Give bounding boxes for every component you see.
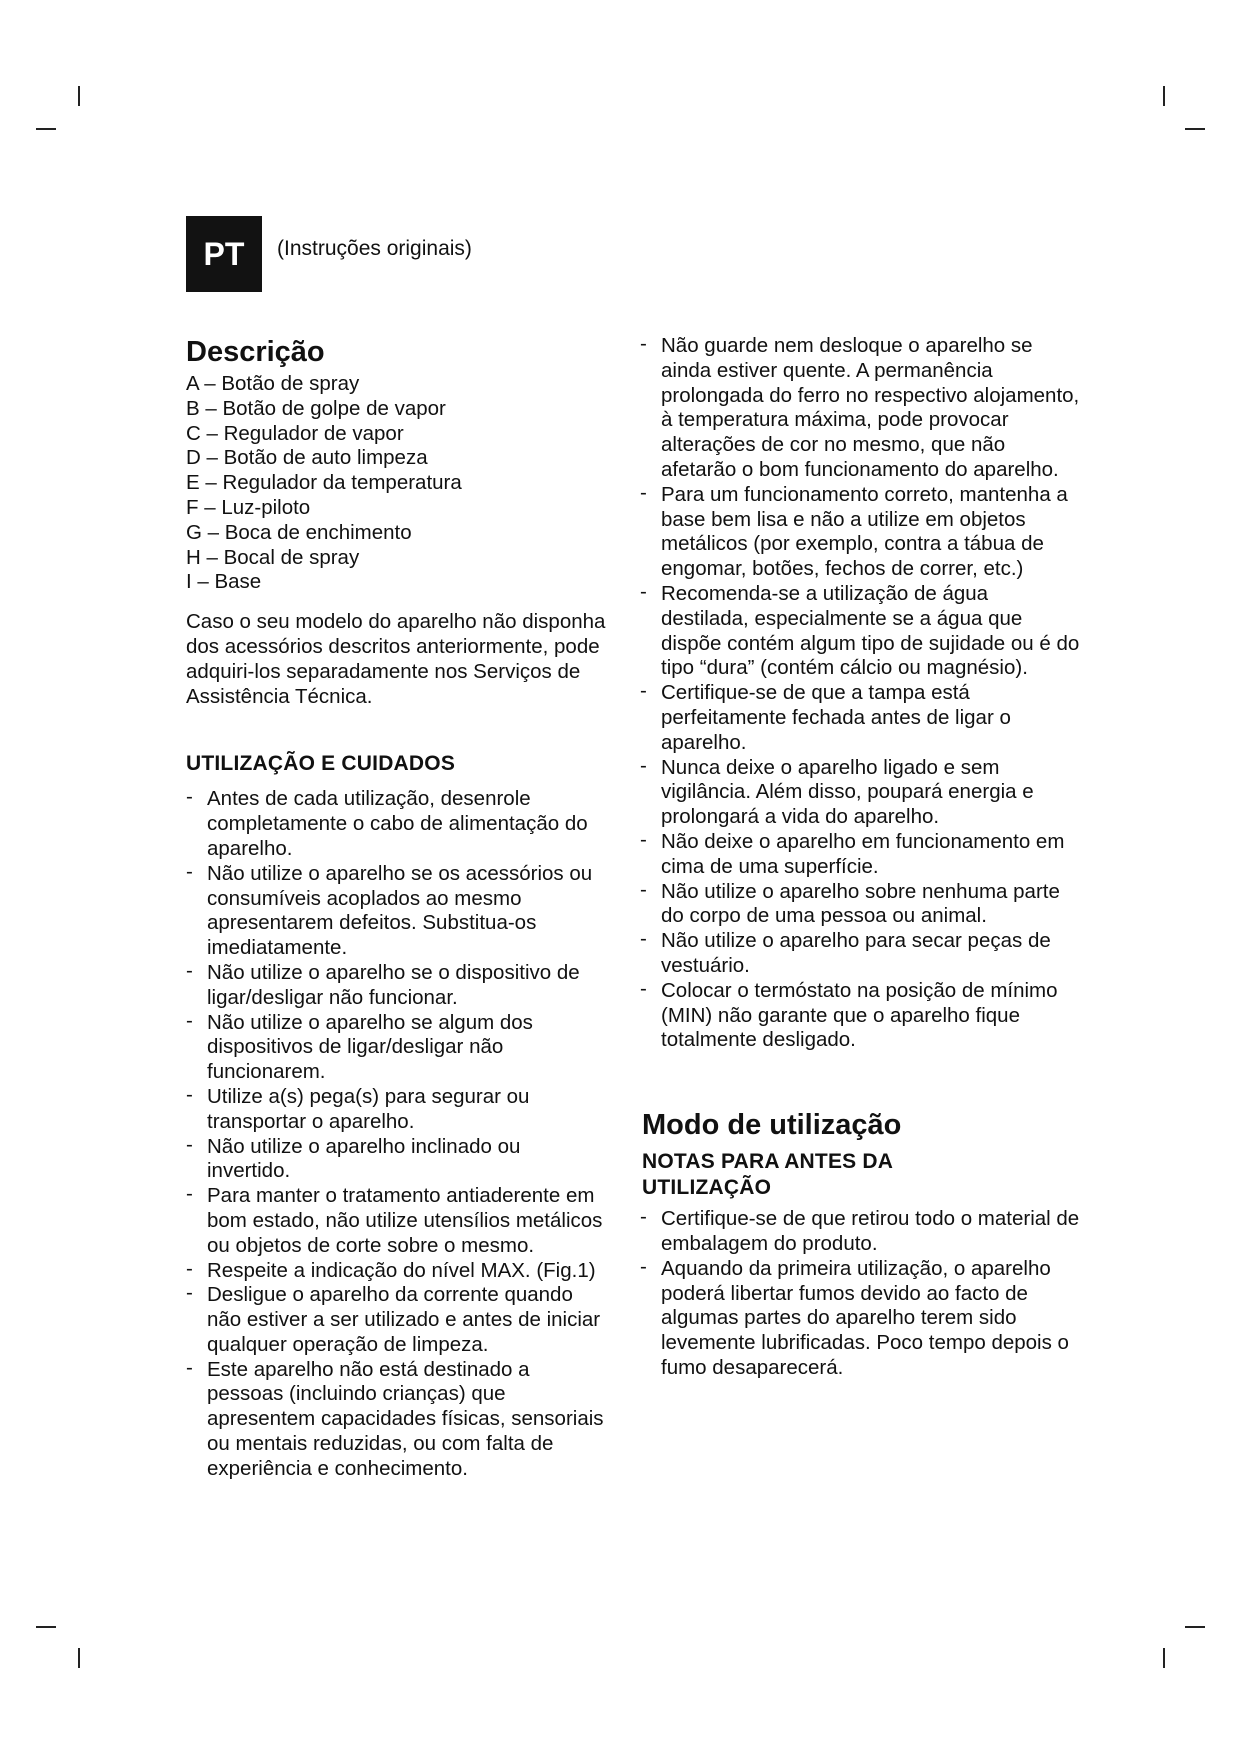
care-item: - Não utilize o aparelho sobre nenhuma parte do corpo de uma pessoa ou animal. — [640, 880, 1080, 930]
care-item: - Não utilize o aparelho se o dispositivo de ligar/desligar não funcionar. — [186, 961, 606, 1011]
descricao-heading: Descrição — [186, 336, 325, 368]
care-item: - Não utilize o aparelho se algum dos dispositivos de ligar/desligar não funcionarem. — [186, 1011, 606, 1085]
crop-mark — [78, 1648, 80, 1668]
care-item: - Utilize a(s) pega(s) para segurar ou transportar o aparelho. — [186, 1085, 606, 1135]
crop-mark — [1163, 86, 1165, 106]
page-subtitle: (Instruções originais) — [277, 237, 472, 260]
crop-mark — [1185, 1626, 1205, 1628]
care-item: - Respeite a indicação do nível MAX. (Fig.1) — [186, 1259, 606, 1284]
modo-subheading — [640, 1149, 1080, 1201]
part-item: C – Regulador de vapor — [186, 421, 404, 445]
modo-subheading-line1: NOTAS PARA ANTES DA — [642, 1150, 894, 1174]
crop-mark — [1185, 128, 1205, 130]
right-column — [640, 334, 1080, 1381]
note-item: - Certifique-se de que retirou todo o material de embalagem do produto. — [640, 1207, 1080, 1257]
part-item: D – Botão de auto limpeza — [186, 446, 428, 470]
accessories-note: Caso o seu modelo do aparelho não disponha dos acessórios descritos anteriormente, pode adquiri-los separadamente nos Serviços de Assistência Técnica. — [186, 610, 606, 708]
part-item: A – Botão de spray — [186, 372, 360, 395]
care-item: - Não guarde nem desloque o aparelho se ainda estiver quente. A permanência prolongada do ferro no respectivo alojamento, à temperatura máxima, pode provocar alterações de cor no mesmo, que não afetarão o bom funcionamento do aparelho. — [640, 334, 1080, 483]
part-item: B – Botão de golpe de vapor — [186, 396, 446, 420]
care-item: - Não utilize o aparelho para secar peças de vestuário. — [640, 929, 1080, 979]
care-list — [186, 787, 606, 1481]
care-item: - Antes de cada utilização, desenrole completamente o cabo de alimentação do aparelho. — [186, 787, 606, 861]
crop-mark — [1163, 1648, 1165, 1668]
note-item: - Aquando da primeira utilização, o aparelho poderá libertar fumos devido ao facto de algumas partes do aparelho terem sido levemente lubrificadas. Poco tempo depois o fumo desaparecerá. — [640, 1257, 1080, 1381]
part-item: I – Base — [186, 570, 262, 594]
crop-mark — [36, 128, 56, 130]
part-item: H – Bocal de spray — [186, 545, 360, 569]
care-item: - Certifique-se de que a tampa está perfeitamente fechada antes de ligar o aparelho. — [640, 681, 1080, 755]
part-item: G – Boca de enchimento — [186, 520, 412, 544]
utilizacao-heading: UTILIZAÇÃO E CUIDADOS — [186, 752, 456, 776]
care-item: - Colocar o termóstato na posição de mínimo (MIN) não garante que o aparelho fique totalmente desligado. — [640, 979, 1080, 1053]
care-item: - Não utilize o aparelho se os acessórios ou consumíveis acoplados ao mesmo apresentarem defeitos. Substitua-os imediatamente. — [186, 862, 606, 961]
notes-list — [640, 1207, 1080, 1381]
care-item: - Nunca deixe o aparelho ligado e sem vigilância. Além disso, poupará energia e prolongará a vida do aparelho. — [640, 756, 1080, 830]
care-item: - Recomenda-se a utilização de água destilada, especialmente se a água que dispõe contém algum tipo de sujidade ou é do tipo “dura” (contém cálcio ou magnésio). — [640, 582, 1080, 681]
crop-mark — [78, 86, 80, 106]
care-item: - Não deixe o aparelho em funcionamento em cima de uma superfície. — [640, 830, 1080, 880]
left-column — [186, 334, 606, 1482]
part-item: E – Regulador da temperatura — [186, 471, 462, 495]
parts-list — [186, 372, 606, 595]
care-list-continued — [640, 334, 1080, 1053]
modo-subheading-line2: UTILIZAÇÃO — [642, 1176, 772, 1200]
part-item: F – Luz-piloto — [186, 495, 311, 519]
care-item: - Este aparelho não está destinado a pessoas (incluindo crianças) que apresentem capacidades físicas, sensoriais ou mentais reduzidas, ou com falta de experiência e conhecimento. — [186, 1358, 606, 1482]
care-item: - Para manter o tratamento antiaderente em bom estado, não utilize utensílios metálicos ou objetos de corte sobre o mesmo. — [186, 1184, 606, 1258]
modo-heading: Modo de utilização — [642, 1109, 902, 1142]
language-badge: PT — [186, 216, 262, 292]
care-item: - Para um funcionamento correto, mantenha a base bem lisa e não a utilize em objetos metálicos (por exemplo, contra a tábua de engomar, botões, fechos de correr, etc.) — [640, 483, 1080, 582]
care-item: - Desligue o aparelho da corrente quando não estiver a ser utilizado e antes de iniciar qualquer operação de limpeza. — [186, 1283, 606, 1357]
care-item: - Não utilize o aparelho inclinado ou invertido. — [186, 1135, 606, 1185]
crop-mark — [36, 1626, 56, 1628]
